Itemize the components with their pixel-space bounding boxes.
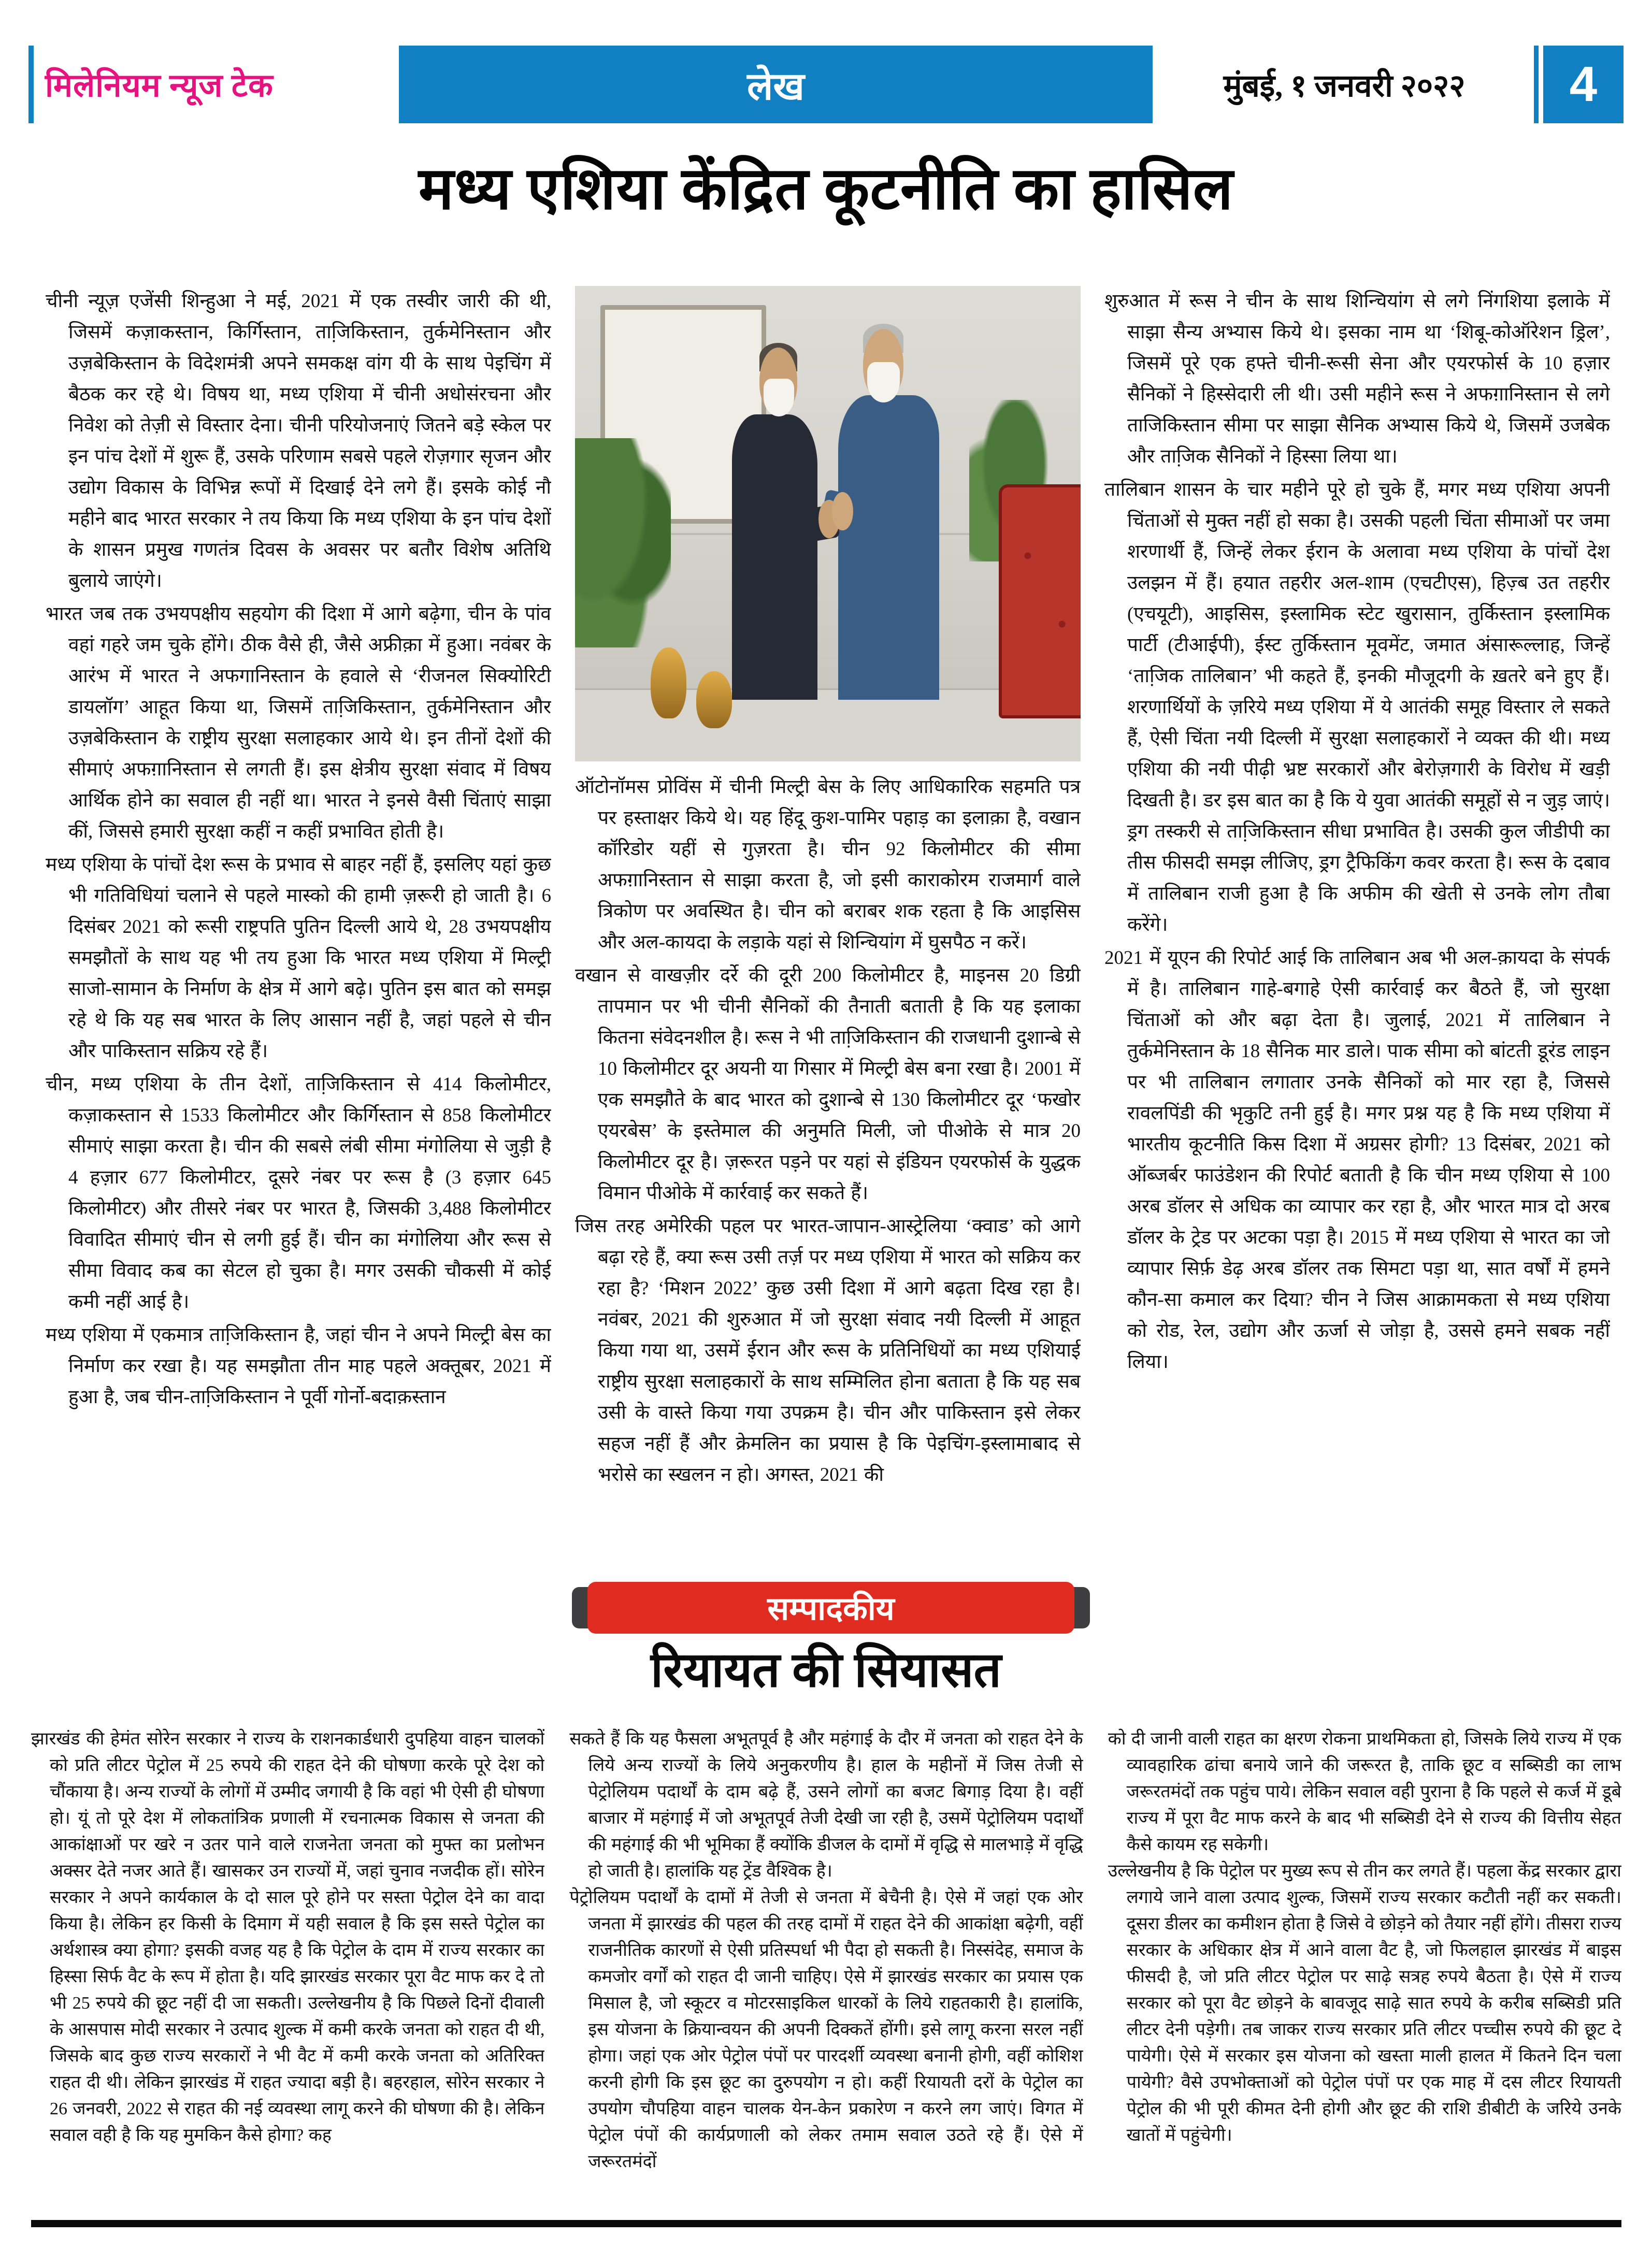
editorial-banner-label: सम्पादकीय — [767, 1592, 895, 1627]
photo-fist-bump — [832, 492, 853, 530]
article-paragraph: मध्य एशिया में एकमात्र ताजि़किस्तान है, जहां चीन ने अपने मिल्ट्री बेस का निर्माण कर रखा है। यह समझौता तीन माह पहले अक्तूबर, 2021 में हुआ है, जब चीन-ताजि़किस्तान ने पूर्वी गोर्नो-बदाक़स्तान — [46, 1324, 551, 1408]
page-number-badge — [1543, 46, 1624, 123]
editorial-column-2 — [569, 1726, 1083, 2217]
editorial-paragraph: उल्लेखनीय है कि पेट्रोल पर मुख्य रूप से तीन कर लगते हैं। पहला केंद्र सरकार द्वारा लगाये जाने वाला उत्पाद शुल्क, जिसमें राज्य सरकार कटौती नहीं कर सकती। दूसरा डीलर का कमीशन होता है जिसे वे छोड़ने को तैयार नहीं होंगे। तीसरा राज्य सरकार के अधिकार क्षेत्र में आने वाला वैट है, जो फिलहाल झारखंड में बाइस फीसदी है, जो प्रति लीटर पेट्रोल पर साढ़े सत्रह रुपये बैठता है। ऐसे में राज्य सरकार को पूरा वैट छोड़ने के बावजूद साढ़े सात रुपये के करीब सब्सिडी प्रति लीटर देनी पड़ेगी। तब जाकर राज्य सरकार प्रति लीटर पच्चीस रुपये की छूट दे पायेगी। ऐसे में सरकार इस योजना को खस्ता माली हालत में कितने दिन चला पायेगी? वैसे उपभोक्ताओं को पेट्रोल पंपों पर एक माह में दस लीटर रियायती पेट्रोल की भी पूरी कीमत देनी होगी और छूट की राशि डीबीटी के जरिये उनके खातों में पहुंचेगी। — [1108, 1862, 1621, 2145]
section-label: लेख — [747, 65, 805, 108]
photo-brass-pot — [696, 671, 731, 728]
photo-brass-pot — [651, 647, 686, 719]
article-paragraph: भारत जब तक उभयपक्षीय सहयोग की दिशा में आगे बढ़ेगा, चीन के पांव वहां गहरे जम चुके होंगे। ठीक वैसे ही, जैसे अफ्रीक़ा में हुआ। नवंबर के आरंभ में भारत ने अफगानिस्तान के हवाले से ‘रीजनल सिक्योरिटी डायलॉग’ आहूत किया था, जिसमें ताजि़किस्तान, तुर्कमेनिस्तान और उज़बेकिस्तान के राष्ट्रीय सुरक्षा सलाहकार आये थे। इन तीनों देशों की सीमाएं अफग़ानिस्तान से लगती हैं। इस क्षेत्रीय सुरक्षा संवाद में विषय आर्थिक होने का सवाल ही नहीं था। भारत ने इनसे वैसी चिंताएं साझा कीं, जिससे हमारी सुरक्षा कहीं न कहीं प्रभावित होती है। — [46, 603, 551, 842]
photo-plant-left — [575, 438, 671, 647]
bottom-rule — [31, 2220, 1621, 2227]
photo-person-right-mask — [867, 362, 899, 402]
page-header — [28, 46, 1624, 123]
page-number-divider — [1534, 46, 1539, 123]
page-number: 4 — [1569, 56, 1598, 112]
masthead: मिलेनियम न्यूज टेक — [45, 68, 274, 104]
editorial-banner — [572, 1582, 1090, 1634]
editorial-paragraph: पेट्रोलियम पदार्थों के दामों में तेजी से जनता में बेचैनी है। ऐसे में जहां एक ओर जनता में झारखंड की पहल की तरह दामों में राहत देने की आकांक्षा बढ़ेगी, वहीं राजनीतिक कारणों से ऐसी प्रतिस्पर्धा भी पैदा हो सकती है। निस्संदेह, समाज के कमजोर वर्गों को राहत दी जानी चाहिए। ऐसे में झारखंड सरकार का प्रयास एक मिसाल है, जो स्कूटर व मोटरसाइकिल धारकों के लिये राहतकारी है। हालांकि, इस योजना के क्रियान्वयन की अपनी दिक्कतें होंगी। इसे लागू करना सरल नहीं होगा। जहां एक ओर पेट्रोल पंपों पर पारदर्शी व्यवस्था बनानी होगी, वहीं कोशिश करनी होगी कि इस छूट का दुरुपयोग न हो। कहीं रियायती दरों के पेट्रोल का उपयोग चौपहिया वाहन चालक येन-केन प्रकारेण न करने लग जाएं। विगत में पेट्रोल पंपों की कार्यप्रणाली को लेकर तमाम सवाल उठते रहे हैं। ऐसे में जरूरतमंदों — [569, 1888, 1083, 2171]
article-photo — [575, 286, 1081, 761]
section-bar — [399, 46, 1153, 123]
photo-person-right — [838, 395, 939, 700]
article-column-3 — [1104, 286, 1610, 1578]
article-paragraph: शुरुआत में रूस ने चीन के साथ शिन्चियांग से लगे निंगशिया इलाके में साझा सैन्य अभ्यास किये थे। इसका नाम था ‘शिबू-कोऑरेशन ड्रिल’, जिसमें पूरे एक हफ्ते चीनी-रूसी सेना और एयरफोर्स के 10 हज़ार सैनिकों ने हिस्सेदारी ली थी। उसी महीने रूस ने अफग़ानिस्तान से लगे ताजिकिस्तान सीमा पर साझा सैनिक अभ्यास किये थे, जिसमें उजबेक और ताजि़क सैनिकों ने हिस्सा लिया था। — [1104, 291, 1610, 467]
photo-person-left — [732, 414, 818, 700]
article-paragraph: जिस तरह अमेरिकी पहल पर भारत-जापान-आस्ट्रेलिया ‘क्वाड’ को आगे बढ़ा रहे हैं, क्या रूस उसी तर्ज़ पर मध्य एशिया में भारत को सक्रिय कर रहा है? ‘मिशन 2022’ कुछ उसी दिशा में आगे बढ़ता दिख रहा है। नवंबर, 2021 की शुरुआत में जो सुरक्षा संवाद नयी दिल्ली में आहूत किया गया था, उसमें ईरान और रूस के प्रतिनिधियों का मध्य एशियाई राष्ट्रीय सुरक्षा सलाहकारों के साथ सम्मिलित होना बताता है कि यह सब उसी के वास्ते किया गया उपक्रम है। चीन और पाकिस्तान इसे लेकर सहज नहीं हैं और क्रेमलिन का प्रयास है कि पेइचिंग-इस्लामाबाद से भरोसे का स्खलन न हो। अगस्त, 2021 की — [575, 1216, 1081, 1486]
article-paragraph: 2021 में यूएन की रिपोर्ट आई कि तालिबान अब भी अल-क़ायदा के संपर्क में है। तालिबान गाहे-बगाहे ऐसी कार्रवाई कर बैठते हैं, जो सुरक्षा चिंताओं को और बढ़ा देता है। जुलाई, 2021 में तालिबान ने तुर्कमेनिस्तान के 18 सैनिक मार डाले। पाक सीमा को बांटती डूरंड लाइन पर भी तालिबान लगातार उनके सैनिकों को मार रहा है, जिससे रावलपिंडी की भृकुटि तनी हुई है। मगर प्रश्न यह है कि मध्य एशिया में भारतीय कूटनीति किस दिशा में अग्रसर होगी? 13 दिसंबर, 2021 को ऑब्जर्बर फाउंडेशन की रिपोर्ट बताती है कि चीन मध्य एशिया से 100 अरब डॉलर से अधिक का व्यापार कर रहा है, और भारत मात्र दो अरब डॉलर के ट्रेड पर अटका पड़ा है। 2015 में मध्य एशिया से भारत का जो व्यापार सिर्फ़ डेढ़ अरब डॉलर तक सिमटा पड़ा था, सात वर्षों में हमने कौन-सा कमाल कर दिया? चीन ने जिस आक्रामकता से मध्य एशिया को रोड, रेल, उद्योग और ऊर्जा से जोड़ा है, उससे हमने सबक नहीं लिया। — [1104, 947, 1610, 1373]
article-column-1 — [46, 286, 551, 1578]
dateline: मुंबई, १ जनवरी २०२२ — [1223, 69, 1466, 103]
editorial-paragraph: सकते हैं कि यह फैसला अभूतपूर्व है और महंगाई के दौर में जनता को राहत देने के लिये अन्य राज्यों के लिये अनुकरणीय है। हाल के महीनों में जिस तेजी से पेट्रोलियम पदार्थों के दाम बढ़े हैं, उसने लोगों का बजट बिगाड़ दिया है। वहीं बाजार में महंगाई में जो अभूतपूर्व तेजी देखी जा रही है, उसमें पेट्रोलियम पदार्थों की महंगाई की भी भूमिका हैं क्योंकि डीजल के दामों में वृद्धि से मालभाड़े में वृद्धि हो जाती है। हालांकि यह ट्रेंड वैश्विक है। — [569, 1729, 1083, 1881]
article-paragraph: ऑटोनॉमस प्रोविंस में चीनी मिल्ट्री बेस के लिए आधिकारिक सहमति पत्र पर हस्ताक्षर किये थे। यह हिंदू कुश-पामिर पहाड़ का इलाक़ा है, वखान कॉरिडोर यहीं से गुज़रता है। चीन 92 किलोमीटर की सीमा अफग़ानिस्तान से साझा करता है, जो इसी काराकोरम राजमार्ग वाले त्रिकोण पर अवस्थित है। चीन को बराबर शक रहता है कि आइसिस और अल-कायदा के लड़ाके यहां से शिन्चियांग में घुसपैठ न करें। — [575, 776, 1081, 953]
editorial-column-1 — [31, 1726, 544, 2217]
article-paragraph: मध्य एशिया के पांचों देश रूस के प्रभाव से बाहर नहीं हैं, इसलिए यहां कुछ भी गतिविधियां चलाने से पहले मास्को की हामी ज़रूरी हो जाती है। 6 दिसंबर 2021 को रूसी राष्ट्रपति पुतिन दिल्ली आये थे, 28 उभयपक्षीय समझौतों के साथ यह भी तय हुआ कि भारत मध्य एशिया में मिल्ट्री साजो-सामान के निर्माण के क्षेत्र में आगे बढ़े। पुतिन इस बात को समझ रहे थे कि यह सब भारत के लिए आसान नहीं है, जहां पहले से चीन और पाकिस्तान सक्रिय रहे हैं। — [46, 854, 551, 1062]
editorial-banner-body — [587, 1582, 1074, 1634]
photo-person-left-mask — [764, 379, 794, 416]
editorial-paragraph: झारखंड की हेमंत सोरेन सरकार ने राज्य के राशनकार्डधारी दुपहिया वाहन चालकों को प्रति लीटर पेट्रोल में 25 रुपये की राहत देने की घोषणा करके पूरे देश को चौंकाया है। अन्य राज्यों के लोगों में उम्मीद जगायी है कि वहां भी ऐसी ही घोषणा हो। यूं तो पूरे देश में लोकतांत्रिक प्रणाली में रचनात्मक विकास से जनता की आकांक्षाओं पर खरे न उतर पाने वाले राजनेता जनता को मुफ्त का प्रलोभन अक्सर देते नजर आते हैं। खासकर उन राज्यों में, जहां चुनाव नजदीक हों। सोरेन सरकार ने अपने कार्यकाल के दो साल पूरे होने पर सस्ता पेट्रोल देने का वादा किया है। लेकिन हर किसी के दिमाग में यही सवाल है कि इस सस्ते पेट्रोल का अर्थशास्त्र क्या होगा? इसकी वजह यह है कि पेट्रोल के दाम में राज्य सरकार का हिस्सा सिर्फ वैट के रूप में होता है। यदि झारखंड सरकार पूरा वैट माफ कर दे तो भी 25 रुपये की छूट नहीं दी जा सकती। उल्लेखनीय है कि पिछले दिनों दीवाली के आसपास मोदी सरकार ने उत्पाद शुल्क में कमी करके जनता को राहत दी थी, जिसके बाद कुछ राज्य सरकारों ने भी वैट में कमी करके जनता को अतिरिक्त राहत दी थी। लेकिन झारखंड में राहत ज्यादा बड़ी है। बहरहाल, सोरेन सरकार ने 26 जनवरी, 2022 से राहत की नई व्यवस्था लागू करने की घोषणा की है। लेकिन सवाल वही है कि यह मुमकिन कैसे होगा? कह — [31, 1729, 545, 2145]
main-headline: मध्य एशिया केंद्रित कूटनीति का हासिल — [418, 156, 1234, 222]
article-column-2 — [575, 286, 1081, 1578]
main-article — [46, 286, 1610, 1578]
article-paragraph: तालिबान शासन के चार महीने पूरे हो चुके हैं, मगर मध्य एशिया अपनी चिंताओं से मुक्त नहीं हो सका है। उसकी पहली चिंता सीमाओं पर जमा शरणार्थी हैं, जिन्हें लेकर ईरान के अलावा मध्य एशिया के पांचों देश उलझन में हैं। हयात तहरीर अल-शाम (एचटीएस), हिज़्ब उत तहरीर (एचयूटी), आइसिस, इस्लामिक स्टेट खुरासान, तुर्किस्तान इस्लामिक पार्टी (टीआईपी), ईस्ट तुर्किस्तान मूवमेंट, जमात अंसारूल्लाह, जिन्हें ‘ताजि़क तालिबान’ भी कहते हैं, इनकी मौजूदगी के ख़तरे बने हुए हैं। शरणार्थियों के ज़रिये मध्य एशिया में ये आतंकी समूह विस्तार ले सकते हैं, ऐसी चिंता नयी दिल्ली में सुरक्षा सलाहकारों ने व्यक्त की थी। मध्य एशिया की नयी पीढ़ी भ्रष्ट सरकारों और बेरोज़गारी के विरोध में खड़ी दिखती है। डर इस बात का है कि ये युवा आतंकी समूहों से न जुड़ जाएं। ड्रग तस्करी से ताजि़किस्तान सीधा प्रभावित है। उसकी कुल जीडीपी का तीस फीसदी समझ लीजिए, ड्रग ट्रैफिकिंग कवर करता है। रूस के दबाव में तालिबान राजी हुआ है कि अफीम की खेती से उनके लोग तौबा करेंगे। — [1104, 479, 1610, 935]
editorial-paragraph: को दी जानी वाली राहत का क्षरण रोकना प्राथमिकता हो, जिसके लिये राज्य में एक व्यावहारिक ढांचा बनाये जाने की जरूरत है, ताकि छूट व सब्सिडी का लाभ जरूरतमंदों तक पहुंच पाये। लेकिन सवाल वही पुराना है कि पहले से कर्ज में डूबे राज्य में पूरा वैट माफ करने के बाद भी सब्सिडी देने से राज्य की वित्तीय सेहत कैसे कायम रह सकेगी। — [1108, 1729, 1621, 1854]
photo-red-chair — [999, 484, 1081, 719]
editorial-article — [31, 1726, 1621, 2217]
editorial-headline: रियायत की सियासत — [650, 1643, 1002, 1697]
masthead-accent-line — [28, 46, 34, 123]
article-paragraph: चीन, मध्य एशिया के तीन देशों, ताजि़किस्तान से 414 किलोमीटर, कज़ाकस्तान से 1533 किलोमीटर और किर्गिस्तान से 858 किलोमीटर सीमाएं साझा करता है। चीन की सबसे लंबी सीमा मंगोलिया से जुड़ी है 4 हज़ार 677 किलोमीटर, दूसरे नंबर पर रूस है (3 हज़ार 645 किलोमीटर) और तीसरे नंबर पर भारत है, जिसकी 3,488 किलोमीटर विवादित सीमाएं चीन से लगी हुई हैं। चीन का मंगोलिया और रूस से सीमा विवाद कब का सेटल हो चुका है। मगर उसकी चौकसी में कोई कमी नहीं आई है। — [46, 1074, 551, 1313]
article-paragraph: चीनी न्यूज़ एजेंसी शिन्हुआ ने मई, 2021 में एक तस्वीर जारी की थी, जिसमें कज़ाकस्तान, किर्गिस्तान, ताजि़किस्तान, तुर्कमेनिस्तान और उज़बेकिस्तान के विदेशमंत्री अपने समकक्ष वांग यी के साथ पेइचिंग में बैठक कर रहे थे। विषय था, मध्य एशिया में चीनी अधोसंरचना और निवेश को तेज़ी से विस्तार देना। चीनी परियोजनाएं जितने बड़े स्केल पर इन पांच देशों में शुरू हैं, उसके परिणाम सबसे पहले रोज़गार सृजन और उद्योग विकास के विभिन्न रूपों में दिखाई देने लगे हैं। इसके कोई नौ महीने बाद भारत सरकार ने तय किया कि मध्य एशिया के इन पांच देशों के शासन प्रमुख गणतंत्र दिवस के अवसर पर बतौर विशेष अतिथि बुलाये जाएंगे। — [46, 291, 551, 592]
editorial-column-3 — [1108, 1726, 1621, 2217]
article-paragraph: वखान से वाखज़ीर दर्रे की दूरी 200 किलोमीटर है, माइनस 20 डिग्री तापमान पर भी चीनी सैनिकों की तैनाती बताती है कि यह इलाका कितना संवेदनशील है। रूस ने भी ताजि़किस्तान की राजधानी दुशान्बे से 10 किलोमीटर दूर अयनी या गिसार में मिल्ट्री बेस बना रखा है। 2001 में एक समझौते के बाद भारत को दुशान्बे से 130 किलोमीटर दूर ‘फखोर एयरबेस’ के इस्तेमाल की अनुमति मिली, जो पीओके से मात्र 20 किलोमीटर दूर है। ज़रूरत पड़ने पर यहां से इंडियन एयरफोर्स के युद्धक विमान पीओके में कार्रवाई कर सकते हैं। — [575, 965, 1081, 1204]
